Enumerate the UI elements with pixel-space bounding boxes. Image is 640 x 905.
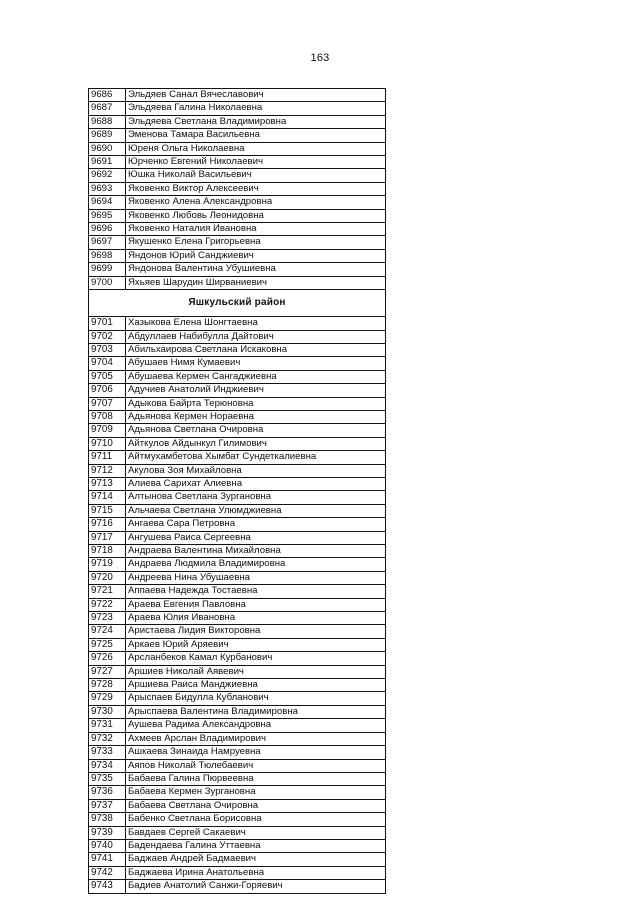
person-name: Ахмеев Арслан Владимирович xyxy=(126,732,386,745)
person-name: Юшка Николай Васильевич xyxy=(126,169,386,182)
table-row xyxy=(89,437,386,450)
table-row xyxy=(89,652,386,665)
row-number: 9725 xyxy=(89,638,126,651)
row-number: 9697 xyxy=(89,236,126,249)
table-row xyxy=(89,182,386,195)
person-name: Адьянова Кермен Нораевна xyxy=(126,410,386,423)
table-row xyxy=(89,719,386,732)
table-row xyxy=(89,692,386,705)
table-row xyxy=(89,169,386,182)
row-number: 9703 xyxy=(89,343,126,356)
person-name: Эменова Тамара Васильевна xyxy=(126,129,386,142)
row-number: 9687 xyxy=(89,102,126,115)
person-name: Яковенко Виктор Алексеевич xyxy=(126,182,386,195)
person-name: Аушева Радима Александровна xyxy=(126,719,386,732)
row-number: 9735 xyxy=(89,772,126,785)
table-row xyxy=(89,612,386,625)
table-row xyxy=(89,357,386,370)
row-number: 9709 xyxy=(89,424,126,437)
row-number: 9741 xyxy=(89,853,126,866)
table-row xyxy=(89,249,386,262)
table-row xyxy=(89,866,386,879)
row-number: 9717 xyxy=(89,531,126,544)
table-row xyxy=(89,397,386,410)
row-number: 9692 xyxy=(89,169,126,182)
row-number: 9730 xyxy=(89,705,126,718)
table-row xyxy=(89,746,386,759)
row-number: 9690 xyxy=(89,142,126,155)
person-name: Бабаева Кермен Зургановна xyxy=(126,786,386,799)
table-row xyxy=(89,142,386,155)
row-number: 9727 xyxy=(89,665,126,678)
section-title: Яшкульский район xyxy=(89,290,386,317)
page-number: 163 xyxy=(310,52,330,64)
person-name: Аркаев Юрий Аряевич xyxy=(126,638,386,651)
person-name: Аршиев Николай Аявевич xyxy=(126,665,386,678)
row-number: 9740 xyxy=(89,839,126,852)
row-number: 9716 xyxy=(89,518,126,531)
table-row xyxy=(89,343,386,356)
row-number: 9733 xyxy=(89,746,126,759)
person-name: Юрченко Евгений Николаевич xyxy=(126,156,386,169)
person-name: Яковенко Алена Александровна xyxy=(126,196,386,209)
row-number: 9736 xyxy=(89,786,126,799)
row-number: 9699 xyxy=(89,263,126,276)
table-row xyxy=(89,115,386,128)
person-name: Эльдяева Светлана Владимировна xyxy=(126,115,386,128)
table-row xyxy=(89,705,386,718)
person-name: Ангаева Сара Петровна xyxy=(126,518,386,531)
person-name: Алтынова Светлана Зургановна xyxy=(126,491,386,504)
table-row xyxy=(89,477,386,490)
table-row xyxy=(89,384,386,397)
person-name: Ангушева Раиса Сергеевна xyxy=(126,531,386,544)
row-number: 9734 xyxy=(89,759,126,772)
person-name: Араева Юлия Ивановна xyxy=(126,612,386,625)
row-number: 9739 xyxy=(89,826,126,839)
person-name: Яковенко Наталия Ивановна xyxy=(126,223,386,236)
row-number: 9715 xyxy=(89,504,126,517)
person-name: Акулова Зоя Михайловна xyxy=(126,464,386,477)
person-name: Ашкаева Зинаида Намруевна xyxy=(126,746,386,759)
person-name: Абушаев Нимя Кумаевич xyxy=(126,357,386,370)
table-row xyxy=(89,880,386,893)
row-number: 9714 xyxy=(89,491,126,504)
row-number: 9738 xyxy=(89,813,126,826)
person-name: Бабенко Светлана Борисовна xyxy=(126,813,386,826)
person-name: Эльдяева Галина Николаевна xyxy=(126,102,386,115)
person-name: Аршиева Раиса Манджиевна xyxy=(126,679,386,692)
person-name: Андраева Валентина Михайловна xyxy=(126,545,386,558)
table-row xyxy=(89,276,386,289)
table-row xyxy=(89,156,386,169)
table-row xyxy=(89,853,386,866)
row-number: 9698 xyxy=(89,249,126,262)
table-row xyxy=(89,571,386,584)
person-name: Бабаева Галина Пюрвеевна xyxy=(126,772,386,785)
person-name: Адыкова Байрта Терюновна xyxy=(126,397,386,410)
row-number: 9724 xyxy=(89,625,126,638)
row-number: 9726 xyxy=(89,652,126,665)
table-row xyxy=(89,410,386,423)
row-number: 9718 xyxy=(89,545,126,558)
row-number: 9705 xyxy=(89,370,126,383)
person-name: Андраева Людмила Владимировна xyxy=(126,558,386,571)
row-number: 9701 xyxy=(89,317,126,330)
row-number: 9713 xyxy=(89,477,126,490)
person-name: Юреня Ольга Николаевна xyxy=(126,142,386,155)
table-row xyxy=(89,464,386,477)
row-number: 9706 xyxy=(89,384,126,397)
table-row xyxy=(89,665,386,678)
person-name: Эльдяев Санал Вячеславович xyxy=(126,89,386,102)
table-row xyxy=(89,129,386,142)
table-row xyxy=(89,732,386,745)
row-number: 9694 xyxy=(89,196,126,209)
person-name: Арсланбеков Камал Курбанович xyxy=(126,652,386,665)
table-row xyxy=(89,558,386,571)
table-row xyxy=(89,263,386,276)
table-row xyxy=(89,196,386,209)
roster-block-before xyxy=(89,89,386,290)
row-number: 9719 xyxy=(89,558,126,571)
table-row xyxy=(89,209,386,222)
row-number: 9720 xyxy=(89,571,126,584)
row-number: 9695 xyxy=(89,209,126,222)
person-name: Абушаева Кермен Сангаджиевна xyxy=(126,370,386,383)
person-name: Абдуллаев Набибулла Дайтович xyxy=(126,330,386,343)
table-row xyxy=(89,679,386,692)
person-name: Яндонов Юрий Санджиевич xyxy=(126,249,386,262)
roster-table xyxy=(88,88,386,894)
person-name: Аппаева Надежда Тостаевна xyxy=(126,585,386,598)
person-name: Адьянова Светлана Очировна xyxy=(126,424,386,437)
person-name: Яхьяев Шарудин Ширваниевич xyxy=(126,276,386,289)
table-row xyxy=(89,451,386,464)
row-number: 9712 xyxy=(89,464,126,477)
person-name: Аристаева Лидия Викторовна xyxy=(126,625,386,638)
person-name: Айтмухамбетова Хымбат Сундеткалиевна xyxy=(126,451,386,464)
table-row xyxy=(89,518,386,531)
row-number: 9722 xyxy=(89,598,126,611)
person-name: Алиева Сарихат Алиевна xyxy=(126,477,386,490)
table-row xyxy=(89,759,386,772)
person-name: Альчаева Светлана Улюмджиевна xyxy=(126,504,386,517)
row-number: 9696 xyxy=(89,223,126,236)
table-row xyxy=(89,786,386,799)
table-row xyxy=(89,813,386,826)
person-name: Баджаева Ирина Анатольевна xyxy=(126,866,386,879)
table-row xyxy=(89,317,386,330)
table-row xyxy=(89,370,386,383)
person-name: Арыспаева Валентина Владимировна xyxy=(126,705,386,718)
person-name: Бадиев Анатолий Санжи-Горяевич xyxy=(126,880,386,893)
table-row xyxy=(89,598,386,611)
section-header-group xyxy=(89,290,386,317)
row-number: 9691 xyxy=(89,156,126,169)
person-name: Бадендаева Галина Уттаевна xyxy=(126,839,386,852)
table-row xyxy=(89,223,386,236)
person-name: Абильхаирова Светлана Искаковна xyxy=(126,343,386,356)
section-header-row xyxy=(89,290,386,317)
table-row xyxy=(89,772,386,785)
person-name: Баджаев Андрей Бадмаевич xyxy=(126,853,386,866)
person-name: Бабаева Светлана Очировна xyxy=(126,799,386,812)
table-row xyxy=(89,826,386,839)
person-name: Араева Евгения Павловна xyxy=(126,598,386,611)
person-name: Адучиев Анатолий Инджиевич xyxy=(126,384,386,397)
person-name: Айткулов Айдынкул Гилимович xyxy=(126,437,386,450)
row-number: 9737 xyxy=(89,799,126,812)
row-number: 9704 xyxy=(89,357,126,370)
table-row xyxy=(89,839,386,852)
table-row xyxy=(89,102,386,115)
table-row xyxy=(89,585,386,598)
row-number: 9702 xyxy=(89,330,126,343)
row-number: 9728 xyxy=(89,679,126,692)
table-row xyxy=(89,89,386,102)
row-number: 9721 xyxy=(89,585,126,598)
row-number: 9693 xyxy=(89,182,126,195)
row-number: 9689 xyxy=(89,129,126,142)
table-row xyxy=(89,330,386,343)
table-row xyxy=(89,799,386,812)
roster-block-after xyxy=(89,317,386,893)
row-number: 9742 xyxy=(89,866,126,879)
table-row xyxy=(89,638,386,651)
row-number: 9743 xyxy=(89,880,126,893)
row-number: 9732 xyxy=(89,732,126,745)
table-row xyxy=(89,545,386,558)
row-number: 9688 xyxy=(89,115,126,128)
table-row xyxy=(89,491,386,504)
table-row xyxy=(89,531,386,544)
person-name: Яковенко Любовь Леонидовна xyxy=(126,209,386,222)
row-number: 9723 xyxy=(89,612,126,625)
table-row xyxy=(89,625,386,638)
row-number: 9729 xyxy=(89,692,126,705)
person-name: Бавдаев Сергей Сакаевич xyxy=(126,826,386,839)
person-name: Андреева Нина Убушаевна xyxy=(126,571,386,584)
person-name: Яндонова Валентина Убушиевна xyxy=(126,263,386,276)
row-number: 9700 xyxy=(89,276,126,289)
table-row xyxy=(89,236,386,249)
row-number: 9731 xyxy=(89,719,126,732)
person-name: Якушенко Елена Григорьевна xyxy=(126,236,386,249)
row-number: 9711 xyxy=(89,451,126,464)
row-number: 9686 xyxy=(89,89,126,102)
row-number: 9710 xyxy=(89,437,126,450)
row-number: 9707 xyxy=(89,397,126,410)
table-row xyxy=(89,504,386,517)
person-name: Аяпов Николай Тюлебаевич xyxy=(126,759,386,772)
person-name: Хазыкова Елена Шонгтаевна xyxy=(126,317,386,330)
person-name: Арыспаев Бидулла Кубланович xyxy=(126,692,386,705)
row-number: 9708 xyxy=(89,410,126,423)
table-row xyxy=(89,424,386,437)
